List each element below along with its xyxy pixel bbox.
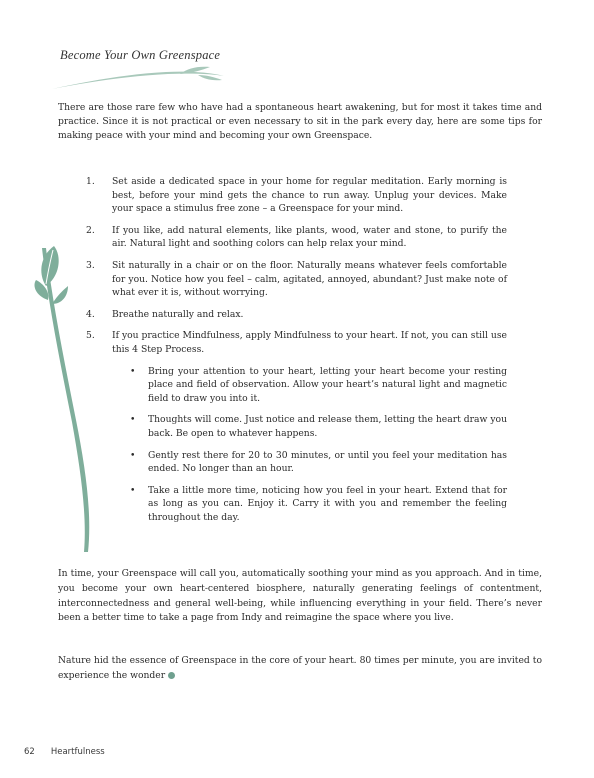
step-text: If you practice Mindfulness, apply Mindfulness to your heart. If not, you can still use this 4 Step Process. bbox=[112, 330, 507, 355]
bullet-item bbox=[112, 365, 507, 406]
step-text: If you like, add natural elements, like plants, wood, water and stone, to purify the air. Natural light and soothing colors can help relax your mind. bbox=[112, 224, 507, 250]
intro-paragraph: There are those rare few who have had a spontaneous heart awakening, but for most it takes time and practice. Since it is not practical or even necessary to sit in the park every day, here are some tips for making peace with your mind and becoming your own Greenspace. bbox=[58, 102, 542, 141]
bullet-text: Thoughts will come. Just notice and release them, letting the heart draw you back. Be open to whatever happens. bbox=[148, 414, 507, 439]
bullet-marker: • bbox=[130, 414, 136, 426]
bullet-marker: • bbox=[130, 365, 136, 377]
step-number: 2. bbox=[86, 224, 95, 236]
bullet-text: Gently rest there for 20 to 30 minutes, or until you feel your meditation has ended. No longer than an hour. bbox=[148, 449, 507, 475]
swash-underline-icon bbox=[48, 62, 228, 92]
outro-paragraph: In time, your Greenspace will call you, automatically soothing your mind as you approach. And in time, you become your own heart-centered biosphere, naturally generating feelings of contentment, interconnectedness and general well-being, while influencing everything in your field. There’s never been a better time to take a page from Indy and reimagine the space where you live. bbox=[58, 568, 542, 624]
step-number: 3. bbox=[86, 259, 95, 271]
step-list bbox=[86, 175, 507, 524]
bullet-text: Take a little more time, noticing how you feel in your heart. Extend that for as long as you can. Enjoy it. Carry it with you and remember the feeling throughout the day. bbox=[148, 484, 507, 523]
step-number: 1. bbox=[86, 176, 95, 187]
step-text: Set aside a dedicated space in your home for regular meditation. Early morning is best, before your mind gets the chance to run away. Unplug your devices. Make your space a stimulus free zone – a Greenspace for your mind. bbox=[112, 176, 507, 215]
bullet-marker: • bbox=[130, 484, 136, 496]
step-number: 5. bbox=[86, 330, 95, 342]
step-text: Sit naturally in a chair or on the floor. Naturally means whatever feels comfortable for you. Notice how you feel – calm, agitated, annoyed, abundant? Just make note of what ever it is, without worrying. bbox=[112, 259, 507, 299]
end-dot-icon bbox=[168, 672, 175, 679]
closing-text: Nature hid the essence of Greenspace in the core of your heart. 80 times per minute, you are invited to experience the wonder bbox=[58, 655, 542, 681]
step-text: Breathe naturally and relax. bbox=[112, 308, 244, 320]
section-title: Become Your Own Greenspace bbox=[60, 48, 221, 62]
bullet-item bbox=[112, 413, 507, 440]
closing-paragraph bbox=[58, 654, 542, 684]
step-item bbox=[86, 224, 507, 251]
step-item bbox=[86, 175, 507, 216]
page-footer bbox=[24, 747, 105, 757]
bullet-text: Bring your attention to your heart, letting your heart become your resting place and field of observation. Allow your heart’s natural light and magnetic field to draw you into it. bbox=[148, 365, 507, 404]
step-item bbox=[86, 329, 507, 524]
page-number: 62 bbox=[24, 747, 35, 757]
bullet-item bbox=[112, 484, 507, 525]
plant-sprig-icon bbox=[30, 240, 100, 560]
bullet-marker: • bbox=[130, 449, 136, 461]
step-item bbox=[86, 308, 507, 322]
step-item bbox=[86, 259, 507, 300]
bullet-item bbox=[112, 449, 507, 476]
step-number: 4. bbox=[86, 308, 95, 320]
publication-name: Heartfulness bbox=[50, 747, 105, 757]
process-bullet-list bbox=[112, 365, 507, 525]
